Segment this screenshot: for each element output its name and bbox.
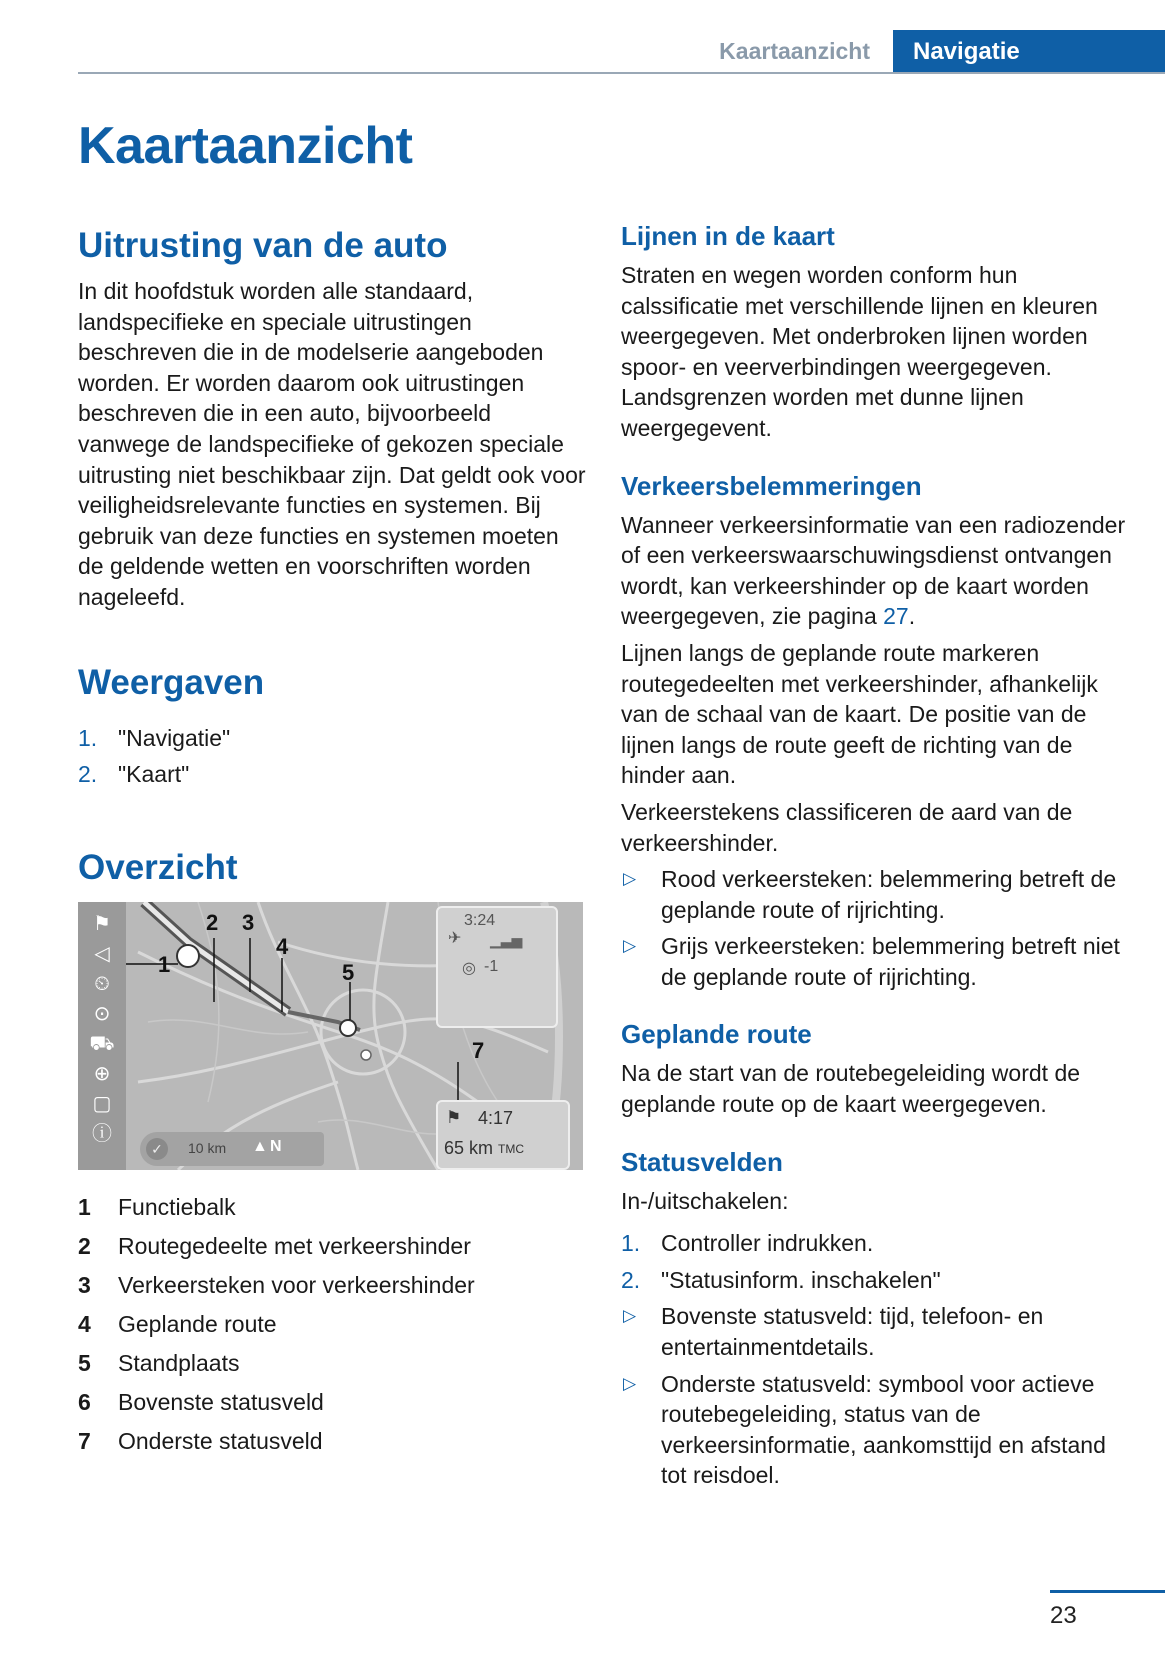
step-text: "Kaart" (118, 761, 190, 788)
legend-item (78, 1383, 588, 1422)
figure-legend (78, 1188, 588, 1461)
eta-time: 4:17 (478, 1107, 514, 1128)
steps-weergaven (78, 723, 588, 790)
header-chapter-tab (893, 30, 1165, 74)
bullets-verkeer (621, 864, 1126, 992)
paragraph-verkeer-1 (621, 510, 1126, 632)
legend-text: Bovenste statusveld (118, 1388, 324, 1415)
callout-4: 4 (276, 933, 289, 959)
bullet-item (621, 864, 1126, 925)
step-number: 1. (621, 1230, 641, 1257)
legend-item (78, 1344, 588, 1383)
heading-weergaven: Weergaven (78, 662, 265, 702)
legend-text: Onderste statusveld (118, 1427, 323, 1454)
step-number: 2. (78, 761, 98, 788)
verkeer-end: . (908, 603, 916, 630)
bullet-text: Rood verkeersteken: belemmering betreft de geplande route of rijrichting. (661, 866, 1117, 923)
paragraph-gepland: Na de start van de routebegeleiding wordt de geplande route op de kaart weergegeven. (621, 1060, 1081, 1118)
callout-5: 5 (342, 959, 355, 985)
callout-7: 7 (472, 1037, 485, 1063)
callout-1: 1 (158, 951, 171, 977)
legend-key: 7 (78, 1427, 91, 1454)
verkeer-text: Wanneer verkeersinformatie van een radiozender of een verkeerswaarschuwingsdienst ontvangen wordt, kan verkeershinder op de kaart worden weergegeven, zie pagina (621, 511, 1126, 630)
info-icon[interactable]: ⓘ (92, 1122, 112, 1145)
triangle-bullet-icon: ▷ (623, 936, 637, 956)
triangle-bullet-icon: ▷ (623, 1373, 637, 1393)
traffic-check-icon[interactable]: ✓ (146, 1138, 168, 1160)
right-column (621, 218, 1126, 1491)
status-time: 3:24 (464, 911, 496, 929)
function-bar[interactable] (78, 902, 126, 1170)
north-label: N (270, 1137, 282, 1155)
legend-item (78, 1188, 588, 1227)
heading-overzicht: Overzicht (78, 847, 238, 887)
legend-text: Verkeersteken voor verkeershinder (118, 1271, 475, 1298)
legend-item (78, 1266, 588, 1305)
heading-statusvelden: Statusvelden (621, 1146, 783, 1177)
step-item (621, 1265, 1126, 1296)
step-item (78, 723, 588, 754)
page-number: 23 (1050, 1602, 1077, 1629)
bullets-status (621, 1301, 1126, 1491)
step-text: Controller indrukken. (661, 1230, 874, 1257)
bullet-text: Bovenste statusveld: tijd, telefoon- en entertainmentdetails. (661, 1303, 1044, 1361)
heading-geplande-route: Geplande route (621, 1019, 812, 1050)
legend-item (78, 1227, 588, 1266)
legend-key: 6 (78, 1388, 91, 1415)
heading-lijnen: Lijnen in de kaart (621, 221, 835, 251)
legend-item (78, 1305, 588, 1344)
header-section-label: Kaartaanzicht (719, 38, 870, 64)
callout-2: 2 (206, 909, 219, 935)
step-text: "Navigatie" (118, 724, 231, 751)
legend-key: 5 (78, 1349, 91, 1376)
page-title: Kaartaanzicht (78, 117, 413, 175)
scale-control[interactable] (140, 1132, 324, 1166)
left-column (78, 218, 588, 1461)
bullet-item (621, 931, 1126, 992)
legend-key: 4 (78, 1310, 91, 1337)
legend-text: Geplande route (118, 1310, 277, 1337)
destination-flag-icon[interactable]: ⚑ (93, 912, 111, 935)
alarm-icon[interactable]: ⏲ (94, 972, 110, 995)
legend-text: Standplaats (118, 1349, 240, 1376)
bullet-text: Grijs verkeersteken: belemmering betreft niet de geplande route of rijrichting. (661, 933, 1120, 990)
signal-bars-icon: ▁▃▅ (490, 931, 523, 948)
north-up-icon[interactable]: ▢ (92, 1092, 112, 1115)
triangle-bullet-icon: ▷ (623, 869, 637, 889)
crosshair-icon[interactable]: ⊕ (93, 1062, 111, 1085)
callout-3: 3 (242, 909, 255, 935)
paragraph-lijnen: Straten en wegen worden conform hun calssificatie met verschillende lijnen en kleuren weergegeven. Met onderbroken lijnen worden spoor- en veerverbindingen weergegeven. Landsgrenzen worden met dunne lijnen weergegevent. (621, 262, 1098, 441)
map-figure (78, 902, 583, 1170)
legend-item (78, 1422, 588, 1461)
heading-verkeersbelemmeringen: Verkeersbelemmeringen (621, 470, 922, 501)
map-pin-icon[interactable]: ⊙ (93, 1002, 111, 1025)
header-chapter-label: Navigatie (913, 38, 1020, 65)
steps-status (621, 1228, 1126, 1295)
step-number: 2. (621, 1266, 641, 1293)
speaker-icon[interactable]: ◁ (94, 942, 110, 965)
car-icon[interactable]: ⛟ (89, 1032, 115, 1055)
paragraph-verkeer-3: Verkeerstekens classificeren de aard van de verkeershinder. (621, 798, 1073, 856)
paragraph-status-intro: In-/uitschakelen: (621, 1187, 789, 1214)
legend-key: 2 (78, 1232, 91, 1259)
scale-label: 10 km (188, 1139, 227, 1156)
paragraph-uitrusting: In dit hoofdstuk worden alle standaard, landspecifieke en speciale uitrustingen beschreven die in de modelserie aangeboden worden. Er worden daarom ook uitrustingen beschreven die in een auto, bijvoorbeeld vanwege de landspecifieke of gekozen speciale uitrusting niet beschikbaar zijn. Dat geldt ook voor veiligheidsrelevante functies en systemen. Bij gebruik van deze functies en systemen moeten de geldende wetten en voorschriften worden nageleefd. (78, 278, 586, 610)
heading-uitrusting: Uitrusting van de auto (78, 226, 448, 265)
bullet-item (621, 1369, 1126, 1491)
page-link[interactable]: 27 (883, 603, 909, 630)
bullet-text: Onderste statusveld: symbool voor actieve routebegeleiding, status van de verkeersinformatie, aankomsttijd en afstand tot reisdoel. (661, 1370, 1106, 1489)
tmc-label: TMC (498, 1141, 524, 1156)
step-item (78, 759, 588, 790)
triangle-bullet-icon: ▷ (623, 1306, 637, 1326)
step-text: "Statusinform. inschakelen" (661, 1266, 941, 1293)
legend-text: Routegedeelte met verkeershinder (118, 1232, 471, 1259)
legend-key: 1 (78, 1193, 91, 1220)
step-item (621, 1228, 1126, 1259)
legend-key: 3 (78, 1271, 91, 1298)
airplane-icon: ✈ (448, 929, 462, 947)
north-arrow-icon: ▲ (252, 1137, 268, 1155)
upper-status-field (436, 906, 558, 1028)
header-rule (78, 72, 1165, 74)
step-number: 1. (78, 724, 98, 751)
lower-status-field (436, 1100, 570, 1170)
status-signal: -1 (484, 957, 499, 975)
legend-text: Functiebalk (118, 1193, 236, 1220)
footer-rule (1050, 1590, 1165, 1593)
cd-icon: ◎ (462, 959, 476, 977)
paragraph-verkeer-2: Lijnen langs de geplande route markeren routegedeelten met verkeershinder, afhankelijk van de schaal van de kaart. De positie van de lijnen langs de route geeft de richting van de hinder aan. (621, 639, 1098, 789)
route-guidance-icon: ⚑ (446, 1107, 462, 1127)
bullet-item (621, 1301, 1126, 1362)
distance-to-go: 65 km (444, 1137, 494, 1158)
